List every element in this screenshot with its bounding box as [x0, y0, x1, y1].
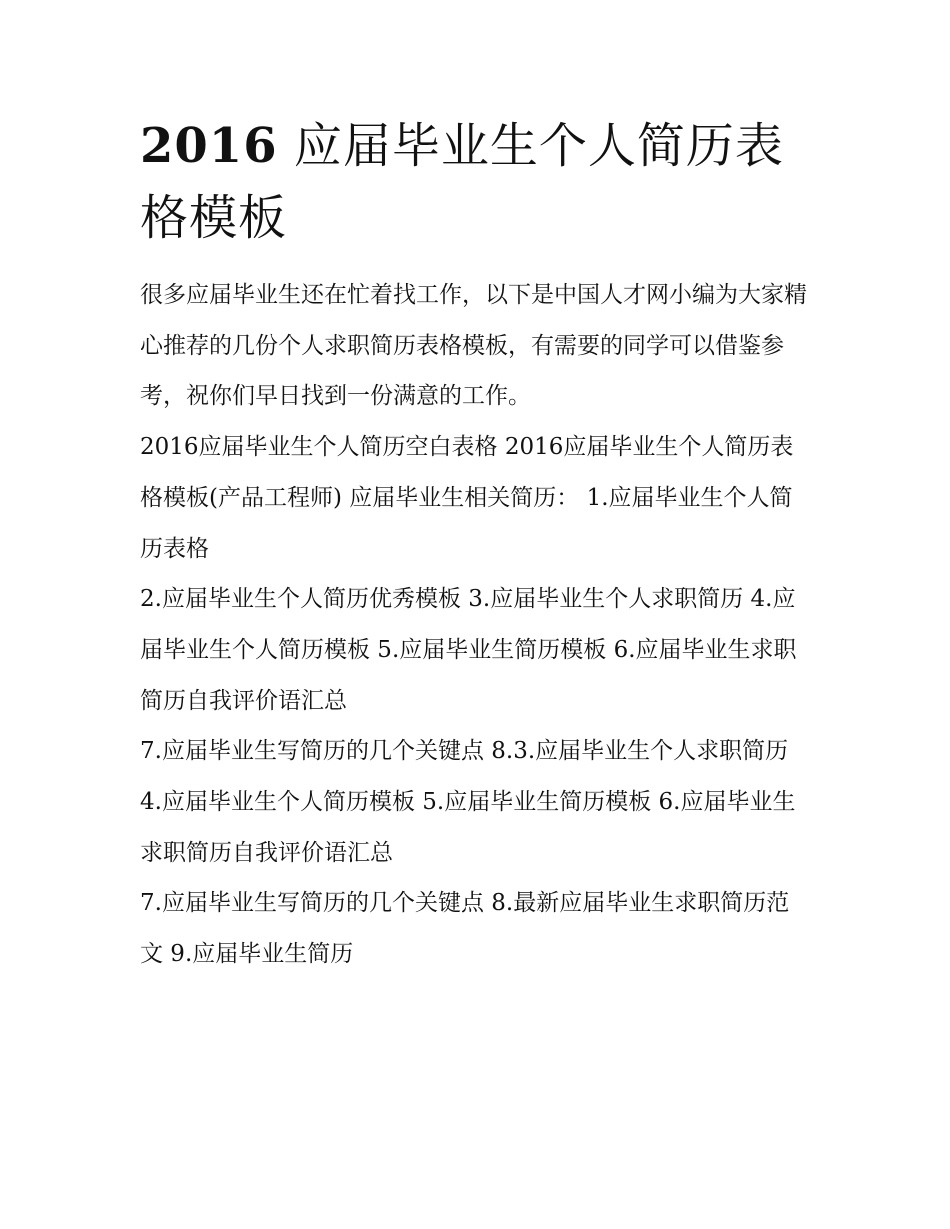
related-list-paragraph-4: 7.应届毕业生写简历的几个关键点 8.最新应届毕业生求职简历范文 9.应届毕业生简历 — [140, 890, 790, 968]
title-spacer — [140, 254, 812, 270]
document-body — [140, 110, 812, 980]
related-list-paragraph-1: 2016应届毕业生个人简历空白表格 2016应届毕业生个人简历表格模板(产品工程师) 应届毕业生相关简历： 1.应届毕业生个人简历表格 — [140, 434, 794, 562]
related-list-paragraph-2: 2.应届毕业生个人简历优秀模板 3.应届毕业生个人求职简历 4.应届毕业生个人简历模板 5.应届毕业生简历模板 6.应届毕业生求职简历自我评价语汇总 — [140, 586, 797, 714]
title-year: 2016 — [140, 118, 278, 174]
page-title — [140, 110, 812, 254]
intro-paragraph: 很多应届毕业生还在忙着找工作，以下是中国人才网小编为大家精心推荐的几份个人求职简历表格模板，有需要的同学可以借鉴参考，祝你们早日找到一份满意的工作。 — [140, 282, 807, 410]
title-text: 应届毕业生个人简历表格模板 — [140, 118, 784, 246]
related-list-paragraph-3: 7.应届毕业生写简历的几个关键点 8.3.应届毕业生个人求职简历 4.应届毕业生个人简历模板 5.应届毕业生简历模板 6.应届毕业生求职简历自我评价语汇总 — [140, 738, 796, 866]
